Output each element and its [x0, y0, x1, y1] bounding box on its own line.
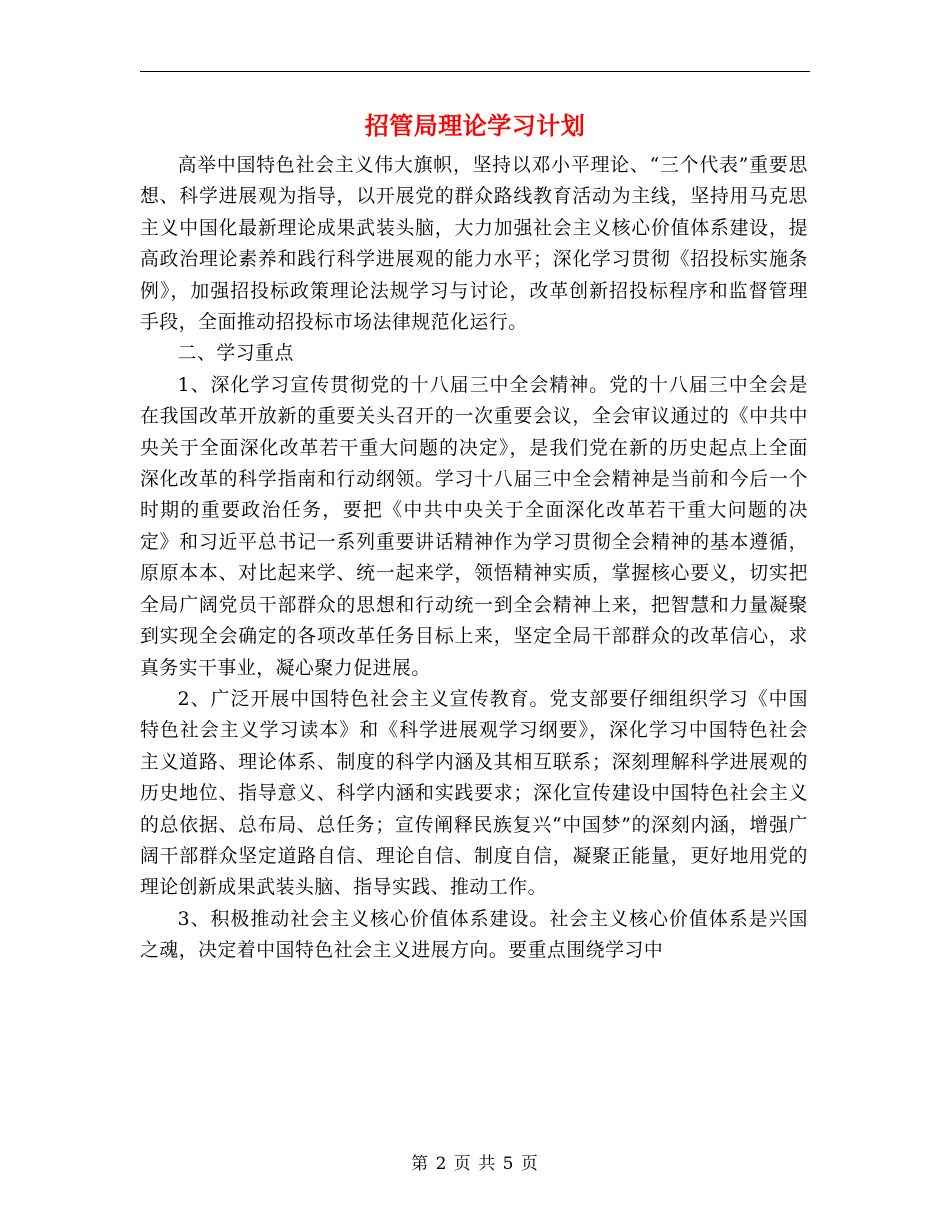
page-footer: 第 2 页 共 5 页	[411, 1154, 539, 1174]
paragraph-intro: 高举中国特色社会主义伟大旗帜，坚持以邓小平理论、“三个代表”重要思想、科学进展观为指导，以开展党的群众路线教育活动为主线，坚持用马克思主义中国化最新理论成果武装头脑，大力加强社会主义核心价值体系建设，提高政治理论素养和践行科学进展观的能力水平；深化学习贯彻《招投标实施条例》，加强招投标政策理论法规学习与讨论，改革创新招投标程序和监督管理手段，全面推动招投标市场法律规范化运行。	[140, 155, 808, 334]
paragraph-item-2: 2、广泛开展中国特色社会主义宣传教育。党支部要仔细组织学习《中国特色社会主义学习读本》和《科学进展观学习纲要》，深化学习中国特色社会主义道路、理论体系、制度的科学内涵及其相互联系；深刻理解科学进展观的历史地位、指导意义、科学内涵和实践要求；深化宣传建设中国特色社会主义的总依据、总布局、总任务；宣传阐释民族复兴“中国梦”的深刻内涵，增强广阔干部群众坚定道路自信、理论自信、制度自信，凝聚正能量，更好地用党的理论创新成果武装头脑、指导实践、推动工作。	[140, 688, 808, 899]
header-rule	[140, 71, 810, 72]
document-body	[140, 150, 808, 967]
paragraph-item-3: 3、积极推动社会主义核心价值体系建设。社会主义核心价值体系是兴国之魂，决定着中国特色社会主义进展方向。要重点围绕学习中	[140, 908, 808, 962]
section-heading-study-focus: 二、学习重点	[177, 343, 294, 365]
document-title: 招管局理论学习计划	[364, 111, 586, 140]
paragraph-item-1: 1、深化学习宣传贯彻党的十八届三中全会精神。党的十八届三中全会是在我国改革开放新的重要关头召开的一次重要会议，全会审议通过的《中共中央关于全面深化改革若干重大问题的决定》，是我们党在新的历史起点上全面深化改革的科学指南和行动纲领。学习十八届三中全会精神是当前和今后一个时期的重要政治任务，要把《中共中央关于全面深化改革若干重大问题的决定》和习近平总书记一系列重要讲话精神作为学习贯彻全会精神的基本遵循，原原本本、对比起来学、统一起来学，领悟精神实质，掌握核心要义，切实把全局广阔党员干部群众的思想和行动统一到全会精神上来，把智慧和力量凝聚到实现全会确定的各项改革任务目标上来，坚定全局干部群众的改革信心，求真务实干事业，凝心聚力促进展。	[140, 374, 808, 679]
